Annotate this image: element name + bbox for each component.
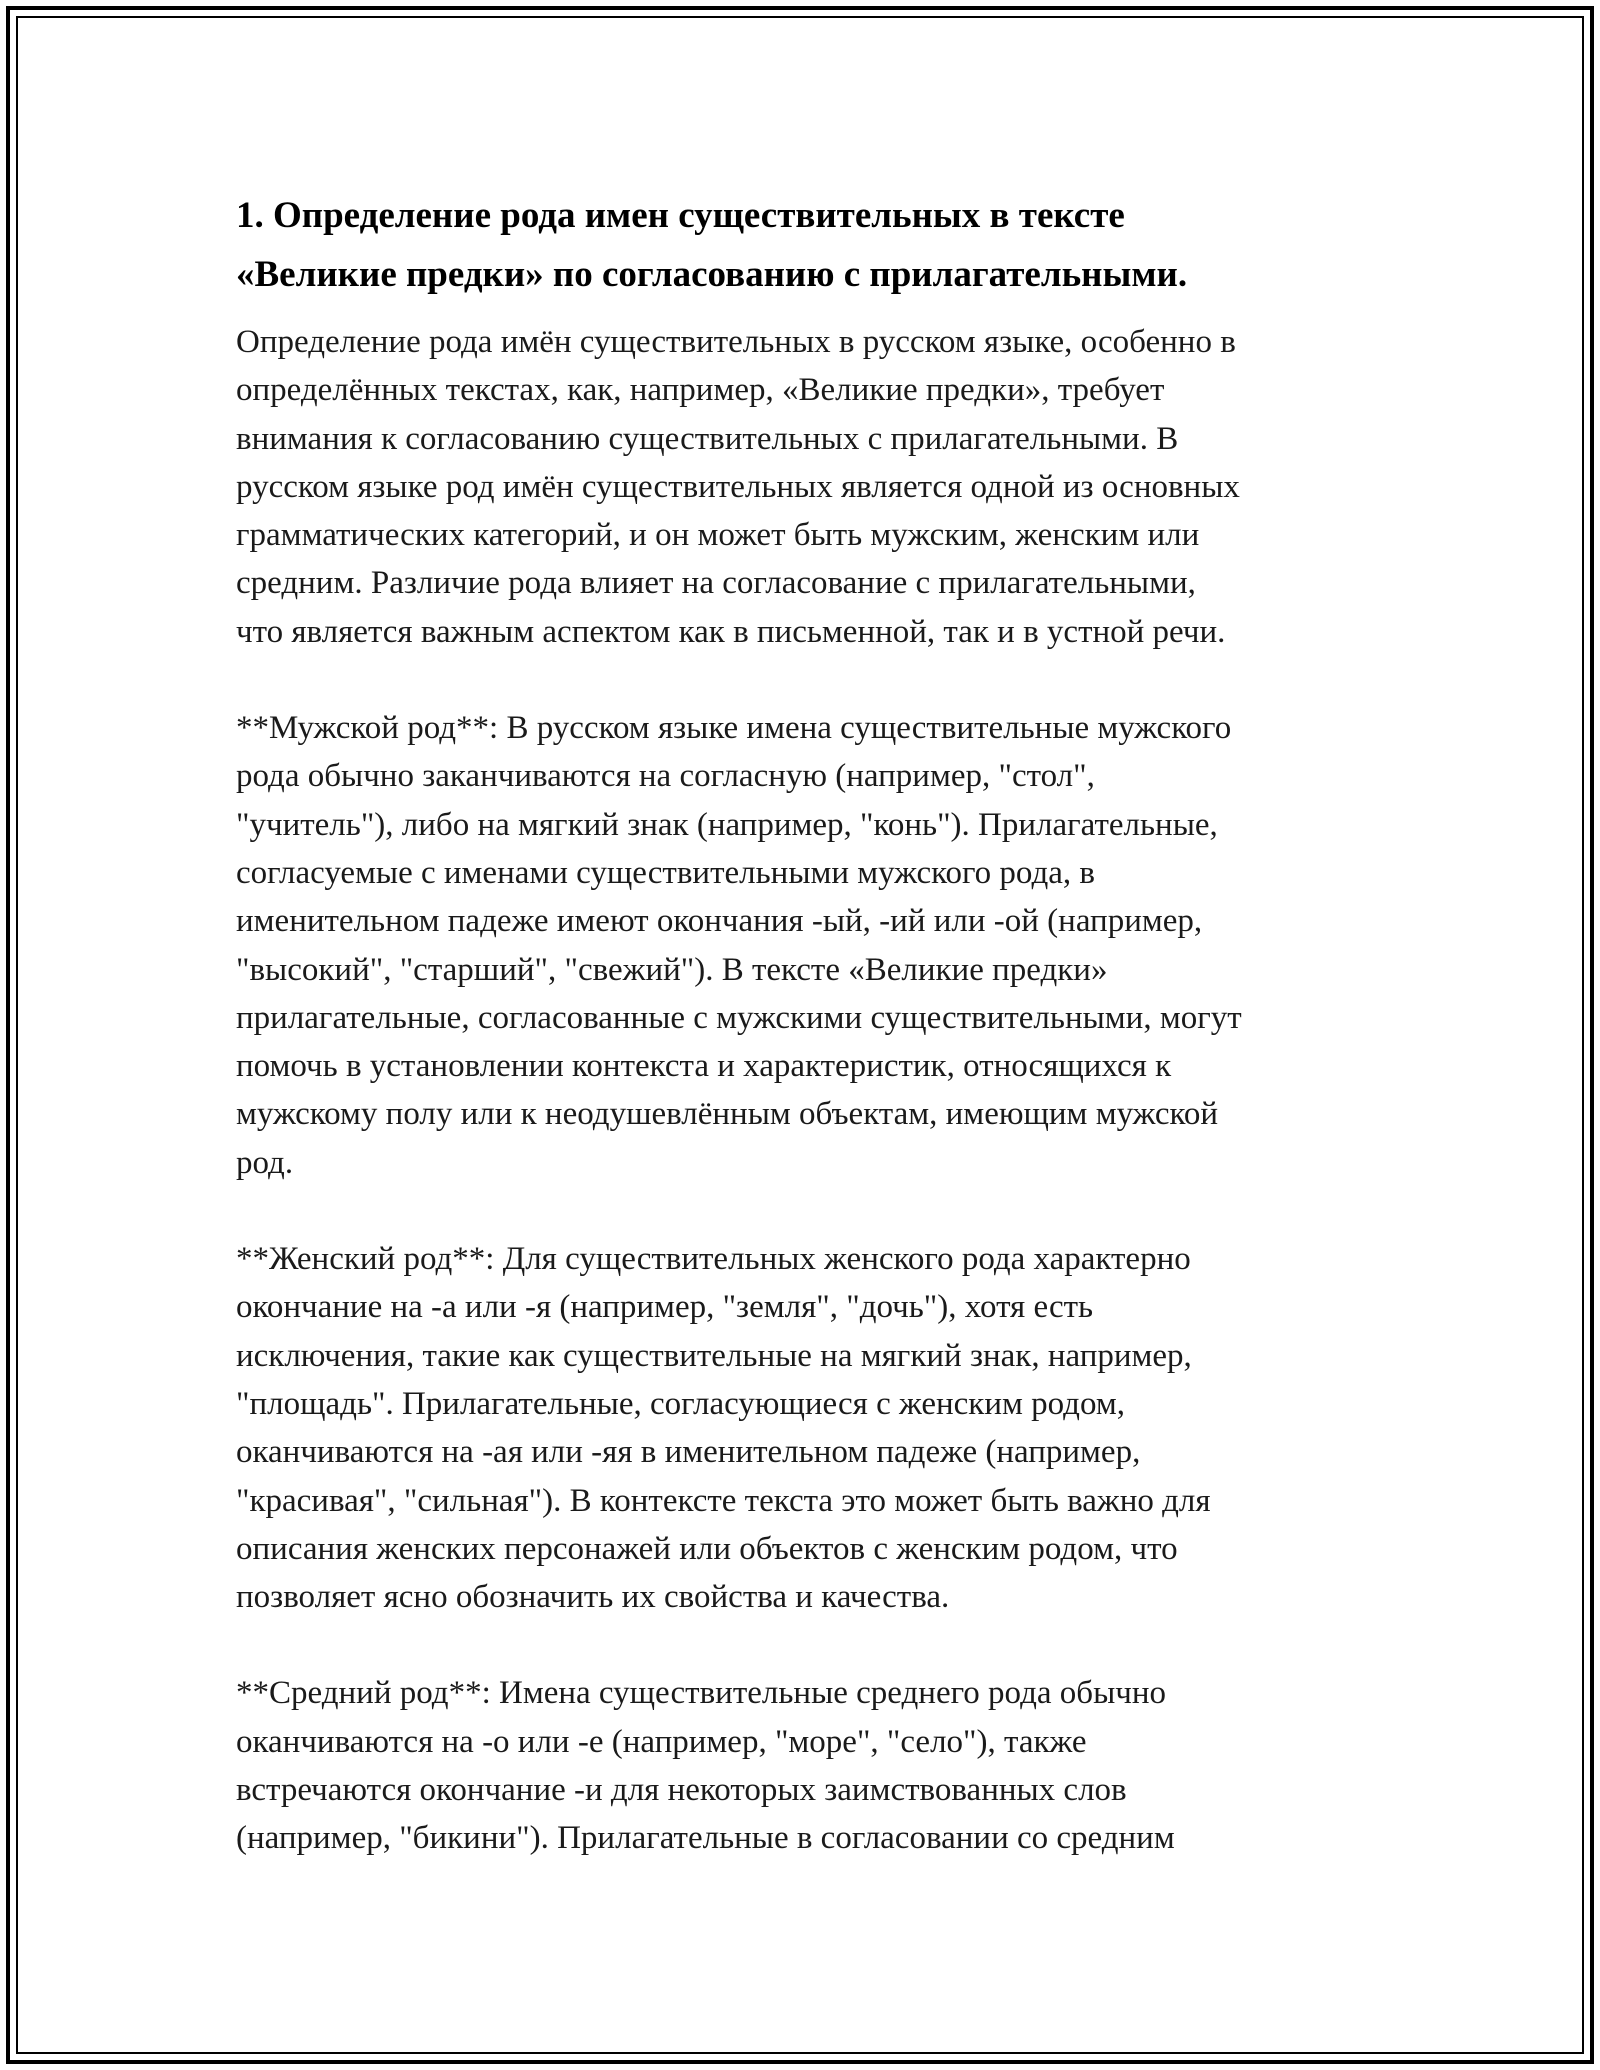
document-body	[236, 186, 1376, 1863]
paragraph-intro: Определение рода имён существительных в русском языке, особенно в определённых текстах, как, например, «Великие предки», требует внимания к согласованию существительных с прилагательными. В русском языке род имён существительных является одной из основных грамматических категорий, и он может быть мужским, женским или средним. Различие рода влияет на согласование с прилагательными, что является важным аспектом как в письменной, так и в устной речи.	[236, 324, 1240, 650]
paragraph-neuter: **Средний род**: Имена существительные среднего рода обычно оканчиваются на -о или -е (например, "море", "село"), также встречаются окончание -и для некоторых заимствованных слов (например, "бикини"). Прилагательные в согласовании со средним	[236, 1675, 1175, 1857]
section-heading: 1. Определение рода имен существительных в тексте «Великие предки» по согласованию с прилагательными.	[236, 195, 1188, 295]
paragraph-feminine: **Женский род**: Для существительных женского рода характерно окончание на -а или -я (например, "земля", "дочь"), хотя есть исключения, такие как существительные на мягкий знак, например, "площадь". Прилагательные, согласующиеся с женским родом, оканчиваются на -ая или -яя в именительном падеже (например, "красивая", "сильная"). В контексте текста это может быть важно для описания женских персонажей или объектов с женским родом, что позволяет ясно обозначить их свойства и качества.	[236, 1241, 1211, 1616]
paragraph-masculine: **Мужской род**: В русском языке имена существительные мужского рода обычно заканчиваются на согласную (например, "стол", "учитель"), либо на мягкий знак (например, "конь"). Прилагательные, согласуемые с именами существительными мужского рода, в именительном падеже имеют окончания -ый, -ий или -ой (например, "высокий", "старший", "свежий"). В тексте «Великие предки» прилагательные, согласованные с мужскими существительными, могут помочь в установлении контекста и характеристик, относящихся к мужскому полу или к неодушевлённым объектам, имеющим мужской род.	[236, 710, 1242, 1181]
